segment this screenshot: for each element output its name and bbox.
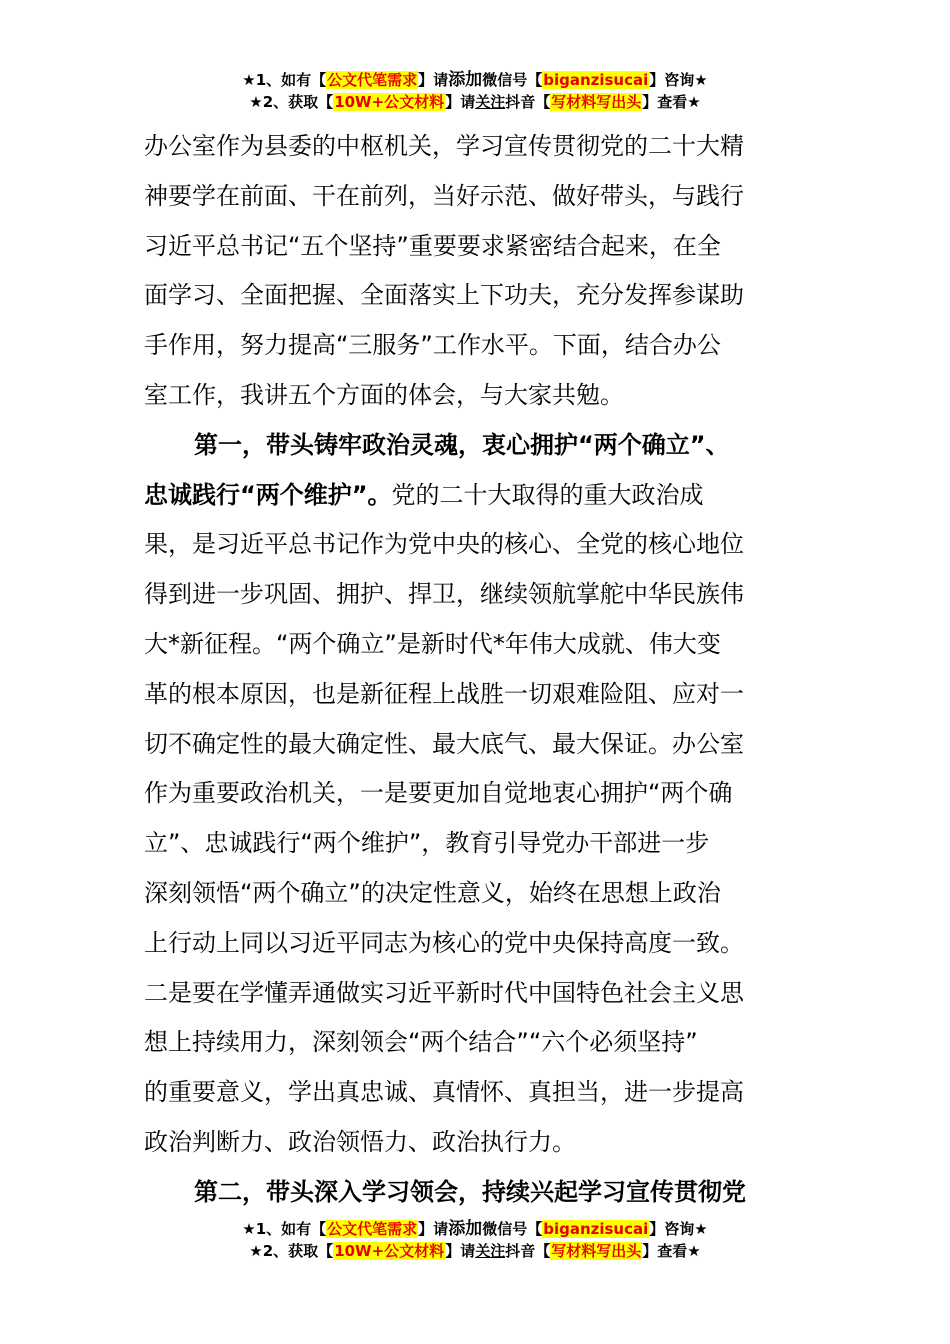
text-line: 室工作，我讲五个方面的体会，与大家共勉。 (144, 380, 624, 409)
banner-line-2: ★2、获取【10W+公文材料】请关注抖音【写材料写出头】查看★ (249, 93, 701, 111)
text-line: 作为重要政治机关，一是要更加自觉地衷心拥护“两个确 (144, 779, 733, 808)
text-line: 习近平总书记“五个坚持”重要要求紧密结合起来，在全 (144, 231, 721, 260)
document-body (144, 122, 809, 1218)
highlight-service: 公文代笔需求 (327, 1220, 418, 1238)
text-line: 忠诚践行“两个维护”。党的二十大取得的重大政治成 (144, 480, 704, 509)
text-line: 二是要在学懂弄通做实习近平新时代中国特色社会主义思 (144, 978, 744, 1007)
highlight-materials: 10W+公文材料 (334, 1242, 445, 1260)
highlight-wechat-id: biganzisucai (543, 1220, 649, 1238)
text-line: 切不确定性的最大确定性、最大底气、最大保证。办公室 (144, 729, 744, 758)
section-heading-2: 第二，带头深入学习领会，持续兴起学习宣传贯彻党 (194, 1177, 746, 1206)
highlight-douyin-account: 写材料写出头 (551, 93, 642, 111)
text-line: 面学习、全面把握、全面落实上下功夫，充分发挥参谋助 (144, 281, 744, 310)
highlight-wechat-id: biganzisucai (543, 71, 649, 89)
text-line: 深刻领悟“两个确立”的决定性意义，始终在思想上政治 (144, 878, 721, 907)
highlight-douyin-account: 写材料写出头 (551, 1242, 642, 1260)
banner-line-2: ★2、获取【10W+公文材料】请关注抖音【写材料写出头】查看★ (249, 1242, 701, 1260)
text-line: 神要学在前面、干在前列，当好示范、做好带头，与践行 (144, 181, 744, 210)
text-line: 手作用，努力提高“三服务”工作水平。下面，结合办公 (144, 331, 721, 360)
text-line: 想上持续用力，深刻领会“两个结合”“六个必须坚持” (144, 1028, 698, 1057)
text-line: 果，是习近平总书记作为党中央的核心、全党的核心地位 (144, 530, 744, 559)
text-line: 大*新征程。“两个确立”是新时代*年伟大成就、伟大变 (144, 629, 721, 658)
footer-banner (0, 1218, 950, 1262)
banner-line-1: ★1、如有【公文代笔需求】请添加微信号【biganzisucai】咨询★ (242, 1219, 708, 1239)
text-line: 革的根本原因，也是新征程上战胜一切艰难险阻、应对一 (144, 679, 744, 708)
banner-line-1: ★1、如有【公文代笔需求】请添加微信号【biganzisucai】咨询★ (242, 70, 708, 90)
header-banner (0, 69, 950, 113)
highlight-service: 公文代笔需求 (327, 71, 418, 89)
text-line: 上行动上同以习近平同志为核心的党中央保持高度一致。 (144, 928, 744, 957)
text-line: 的重要意义，学出真忠诚、真情怀、真担当，进一步提高 (144, 1078, 744, 1107)
section-heading-1-cont: 忠诚践行“两个维护”。 (144, 480, 392, 509)
text-line: 办公室作为县委的中枢机关，学习宣传贯彻党的二十大精 (144, 132, 744, 160)
section-heading-1: 第一，带头铸牢政治灵魂，衷心拥护“两个确立”、 (194, 430, 730, 459)
highlight-materials: 10W+公文材料 (334, 93, 445, 111)
text-line: 得到进一步巩固、拥护、捍卫，继续领航掌舵中华民族伟 (144, 580, 744, 609)
text-line: 立”、忠诚践行“两个维护”，教育引导党办干部进一步 (144, 829, 710, 858)
text-line: 政治判断力、政治领悟力、政治执行力。 (144, 1127, 576, 1156)
